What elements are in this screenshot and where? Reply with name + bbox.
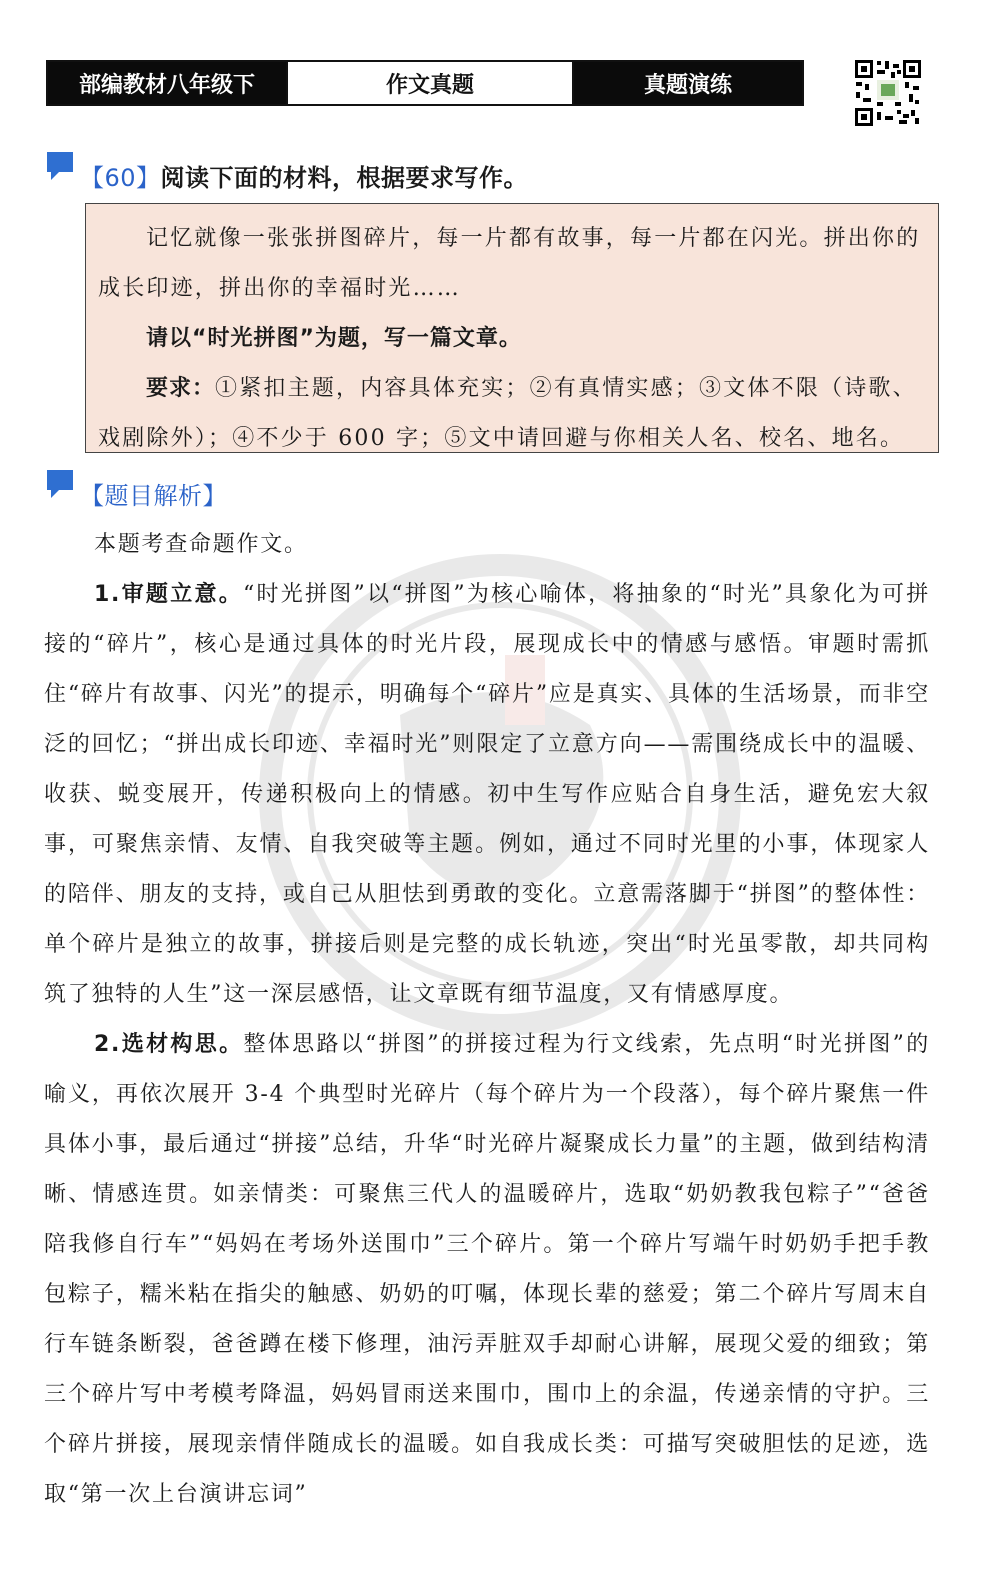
paragraph-2-text: 整体思路以“拼图”的拼接过程为行文线索，先点明“时光拼图”的喻义，再依次展开 3-4 个典型时光碎片（每个碎片为一个段落），每个碎片聚焦一件具体小事，最后通过“拼接”总结，升华“时光碎片凝聚成长力量”的主题，做到结构清晰、情感连贯。如亲情类：可聚焦三代人的温暖碎片，选取“奶奶教我包粽子”“爸爸陪我修自行车”“妈妈在考场外送围巾”三个碎片。第一个碎片写端午时奶奶手把手教包粽子，糯米粘在指尖的触感、奶奶的叮嘱，体现长辈的慈爱；第二个碎片写周末自行车链条断裂，爸爸蹲在楼下修理，油污弄脏双手却耐心讲解，展现父爱的细致；第三个碎片写中考模考降温，妈妈冒雨送来围巾，围巾上的余温，传递亲情的守护。三个碎片拼接，展现亲情伴随成长的温暖。如自我成长类：可描写突破胆怯的足迹，选取“第一次上台演讲忘词”: [44, 1032, 930, 1507]
question-heading: [80, 158, 528, 193]
requirements-label: 要求：: [146, 376, 216, 401]
bookmark-flag-icon: [45, 150, 75, 182]
qr-code-icon: [853, 58, 923, 128]
requirements-text: ①紧扣主题，内容具体充实；②有真情实感；③文体不限（诗歌、戏剧除外）；④不少于 600 字；⑤文中请回避与你相关人名、校名、地名。: [98, 376, 917, 451]
paragraph-2-lead: 2.选材构思。: [94, 1032, 244, 1057]
header-tab-topic: 作文真题: [286, 62, 574, 104]
question-instruction: 阅读下面的材料，根据要求写作。: [160, 164, 529, 192]
material-paragraph: 记忆就像一张张拼图碎片，每一片都有故事，每一片都在闪光。拼出你的成长印迹，拼出你的幸福时光……: [98, 226, 921, 301]
analysis-paragraph-2: [44, 1020, 930, 1520]
bookmark-flag-icon: [45, 468, 75, 500]
header-tab-textbook: 部编教材八年级下: [48, 62, 286, 104]
header-tab-practice: 真题演练: [574, 62, 802, 104]
writing-requirements: [98, 364, 926, 464]
analysis-paragraph-1: [44, 570, 930, 1020]
writing-prompt: 请以“时光拼图”为题，写一篇文章。: [146, 326, 522, 351]
question-number: 【60】: [80, 164, 161, 192]
header-bar: [46, 60, 804, 106]
analysis-heading: 【题目解析】: [80, 482, 227, 510]
writing-material-box: [85, 203, 939, 453]
paragraph-1-text: “时光拼图”以“拼图”为核心喻体，将抽象的“时光”具象化为可拼接的“碎片”，核心是通过具体的时光片段，展现成长中的情感与感悟。审题时需抓住“碎片有故事、闪光”的提示，明确每个“碎片”应是真实、具体的生活场景，而非空泛的回忆；“拼出成长印迹、幸福时光”则限定了立意方向——需围绕成长中的温暖、收获、蜕变展开，传递积极向上的情感。初中生写作应贴合自身生活，避免宏大叙事，可聚焦亲情、友情、自我突破等主题。例如，通过不同时光里的小事，体现家人的陪伴、朋友的支持，或自己从胆怯到勇敢的变化。立意需落脚于“拼图”的整体性：单个碎片是独立的故事，拼接后则是完整的成长轨迹，突出“时光虽零散，却共同构筑了独特的人生”这一深层感悟，让文章既有细节温度，又有情感厚度。: [44, 582, 931, 1007]
analysis-body: [44, 520, 930, 1520]
analysis-intro: 本题考查命题作文。: [94, 532, 308, 557]
paragraph-1-lead: 1.审题立意。: [94, 582, 243, 607]
